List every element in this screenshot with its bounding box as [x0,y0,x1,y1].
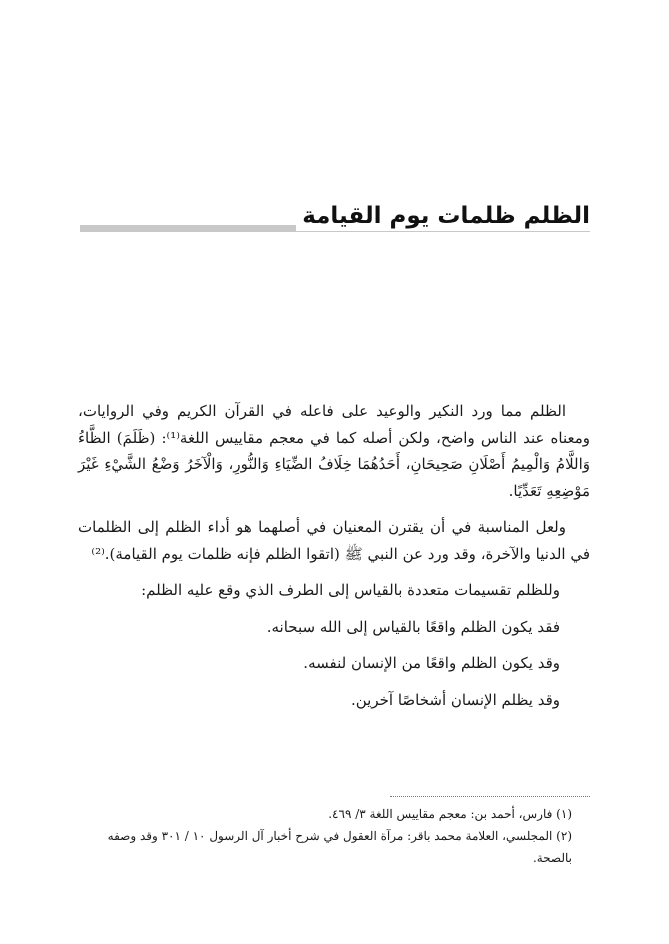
chapter-heading [80,196,590,236]
paragraph-definition: الظلم مما ورد النكير والوعيد على فاعله في القرآن الكريم وفي الروايات، ومعناه عند الناس واضح، ولكن أصله كما في معجم مقاييس اللغة⁽¹⁾: (ظَلَمَ) الظَّاءُ وَاللَّامُ وَالْمِيمُ أَصْلَانِ صَحِيحَانِ، أَحَدُهُمَا خِلَافُ الضِّيَاءِ وَالنُّورِ، وَالْآخَرُ وَضْعُ الشَّيْءِ غَيْرَ مَوْضِعِهِ تَعَدِّيًا. [78,402,590,500]
chapter-title: الظلم ظلمات يوم القيامة [296,201,590,231]
list-item-self: وقد يكون الظلم واقعًا من الإنسان لنفسه. [303,654,560,672]
footnote-1: (١) فارس، أحمد بن: معجم مقاييس اللغة ٣/ ٤٦٩. [328,807,572,821]
footnote-2: (٢) المجلسي، العلامة محمد باقر: مرآة العقول في شرح أخبار آل الرسول ١٠ / ٣٠١ وقد وصفه بالصحة. [107,829,572,865]
paragraph-hadith: ولعل المناسبة في أن يقترن المعنيان في أصلهما هو أداء الظلم إلى الظلمات في الدنيا والآخرة، وقد ورد عن النبي ﷺ (اتقوا الظلم فإنه ظلمات يوم القيامة).⁽²⁾ [78,518,590,563]
list-item-god: فقد يكون الظلم واقعًا بالقياس إلى الله سبحانه. [266,617,560,636]
footnotes [78,796,590,869]
body-text [78,398,590,723]
paragraph-divisions-intro: وللظلم تقسيمات متعددة بالقياس إلى الطرف الذي وقع عليه الظلم: [141,581,560,599]
list-item-others: وقد يظلم الإنسان أشخاصًا آخرين. [350,690,560,709]
footnote-divider [390,796,590,797]
